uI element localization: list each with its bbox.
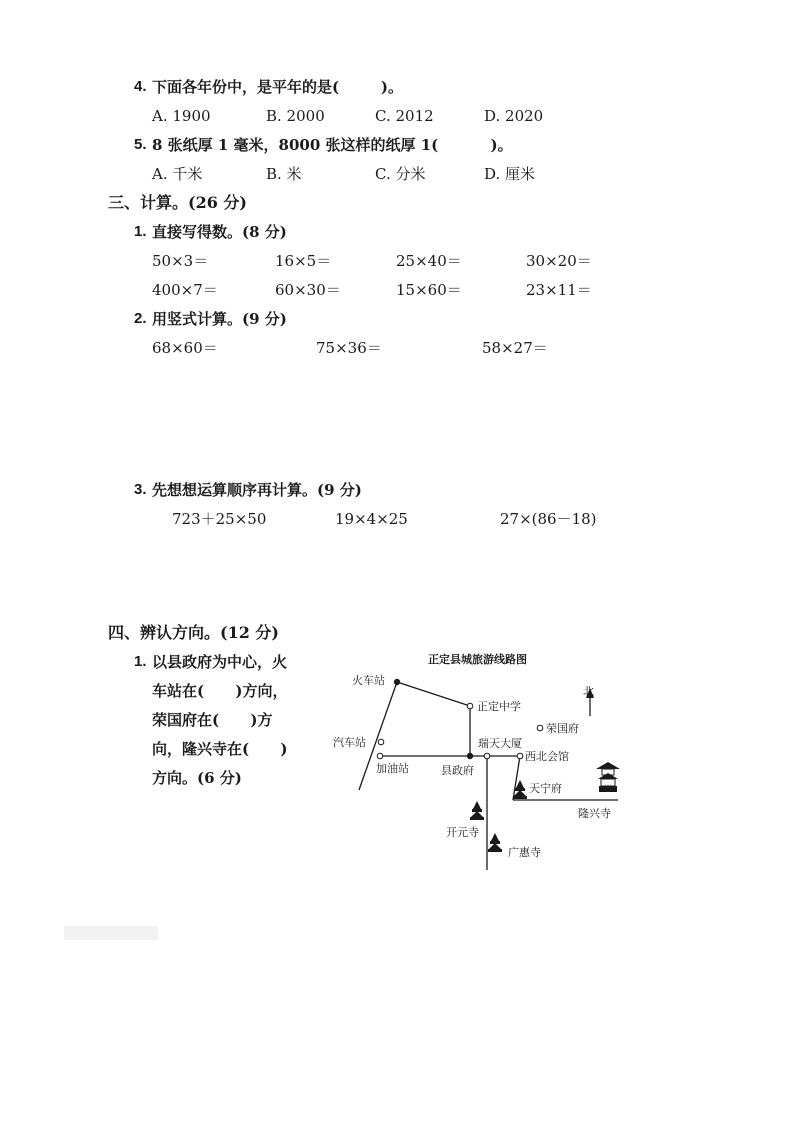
- oral-calc-item: 50×3＝: [152, 252, 209, 270]
- s3-p3-title: 先想想运算顺序再计算。(9 分): [152, 481, 362, 499]
- q5-option-b: B. 米: [266, 165, 302, 183]
- oral-calc-item: 25×40＝: [396, 252, 462, 270]
- tour-route-map: [330, 645, 630, 870]
- s4-q1-line: 向，隆兴寺在( ): [152, 740, 288, 758]
- rongguo-mansion-marker: [537, 725, 543, 731]
- road: [397, 682, 470, 706]
- q5-option-c: C. 分米: [375, 165, 426, 183]
- s4-q1-line: 车站在( )方向，: [152, 682, 288, 700]
- label-northwest-hall: 西北会馆: [525, 750, 569, 763]
- pagoda-icon: [470, 801, 484, 820]
- label-guanghui-temple: 广惠寺: [508, 846, 541, 859]
- order-calc-item: 27×(86－18): [500, 510, 597, 528]
- q5-number: 5.: [134, 136, 147, 153]
- s4-q1-line: 方向。(6 分): [152, 769, 242, 787]
- q5-stem: 8 张纸厚 1 毫米，8000 张这样的纸厚 1( )。: [152, 136, 513, 154]
- oral-calc-item: 16×5＝: [275, 252, 332, 270]
- label-train-station: 火车站: [352, 674, 385, 687]
- oral-calc-item: 23×11＝: [526, 281, 592, 299]
- label-tianning-temple: 天宁府: [529, 782, 562, 795]
- q4-number: 4.: [134, 78, 147, 95]
- label-north: 北: [583, 685, 594, 698]
- label-ruitian-building: 瑞天大厦: [478, 737, 522, 750]
- train-station-marker: [394, 679, 400, 685]
- q4-option-c: C. 2012: [375, 107, 434, 125]
- pagoda-icon: [488, 833, 502, 852]
- s3-p1-number: 1.: [134, 223, 147, 240]
- s3-p2-title: 用竖式计算。(9 分): [152, 310, 287, 328]
- label-bus-station: 汽车站: [333, 736, 366, 749]
- q5-option-a: A. 千米: [152, 165, 203, 183]
- county-gov-marker: [467, 753, 473, 759]
- ruitian-building-marker: [484, 753, 490, 759]
- bus-station-marker: [378, 739, 384, 745]
- s3-p2-number: 2.: [134, 310, 147, 327]
- faint-smudge: [64, 926, 158, 940]
- q5-option-d: D. 厘米: [484, 165, 536, 183]
- s4-q1-line: 以县政府为中心，火: [152, 653, 288, 671]
- order-calc-item: 723＋25×50: [172, 510, 267, 528]
- gas-station-marker: [377, 753, 383, 759]
- label-zhengding-school: 正定中学: [477, 700, 521, 713]
- label-longxing-temple: 隆兴寺: [578, 807, 611, 820]
- oral-calc-item: 30×20＝: [526, 252, 592, 270]
- section3-title: 三、计算。(26 分): [108, 193, 247, 212]
- label-county-gov: 县政府: [441, 764, 474, 777]
- section4-title: 四、辨认方向。(12 分): [108, 623, 279, 642]
- vertical-calc-item: 68×60＝: [152, 339, 218, 357]
- label-rongguo-mansion: 荣国府: [546, 722, 579, 735]
- q4-option-b: B. 2000: [266, 107, 325, 125]
- q4-option-a: A. 1900: [152, 107, 211, 125]
- temple-icon: [596, 762, 620, 792]
- q4-stem: 下面各年份中，是平年的是( )。: [152, 78, 403, 96]
- map-title: 正定县城旅游线路图: [428, 653, 527, 666]
- label-gas-station: 加油站: [376, 762, 409, 775]
- northwest-hall-marker: [517, 753, 523, 759]
- s3-p3-number: 3.: [134, 481, 147, 498]
- zhengding-school-marker: [467, 703, 473, 709]
- oral-calc-item: 400×7＝: [152, 281, 218, 299]
- s4-q1-line: 荣国府在( )方: [152, 711, 273, 729]
- vertical-calc-item: 75×36＝: [316, 339, 382, 357]
- oral-calc-item: 15×60＝: [396, 281, 462, 299]
- oral-calc-item: 60×30＝: [275, 281, 341, 299]
- label-kaiyuan-temple: 开元寺: [446, 826, 479, 839]
- s4-q1-number: 1.: [134, 653, 147, 670]
- s3-p1-title: 直接写得数。(8 分): [152, 223, 287, 241]
- order-calc-item: 19×4×25: [335, 510, 408, 528]
- q4-option-d: D. 2020: [484, 107, 544, 125]
- vertical-calc-item: 58×27＝: [482, 339, 548, 357]
